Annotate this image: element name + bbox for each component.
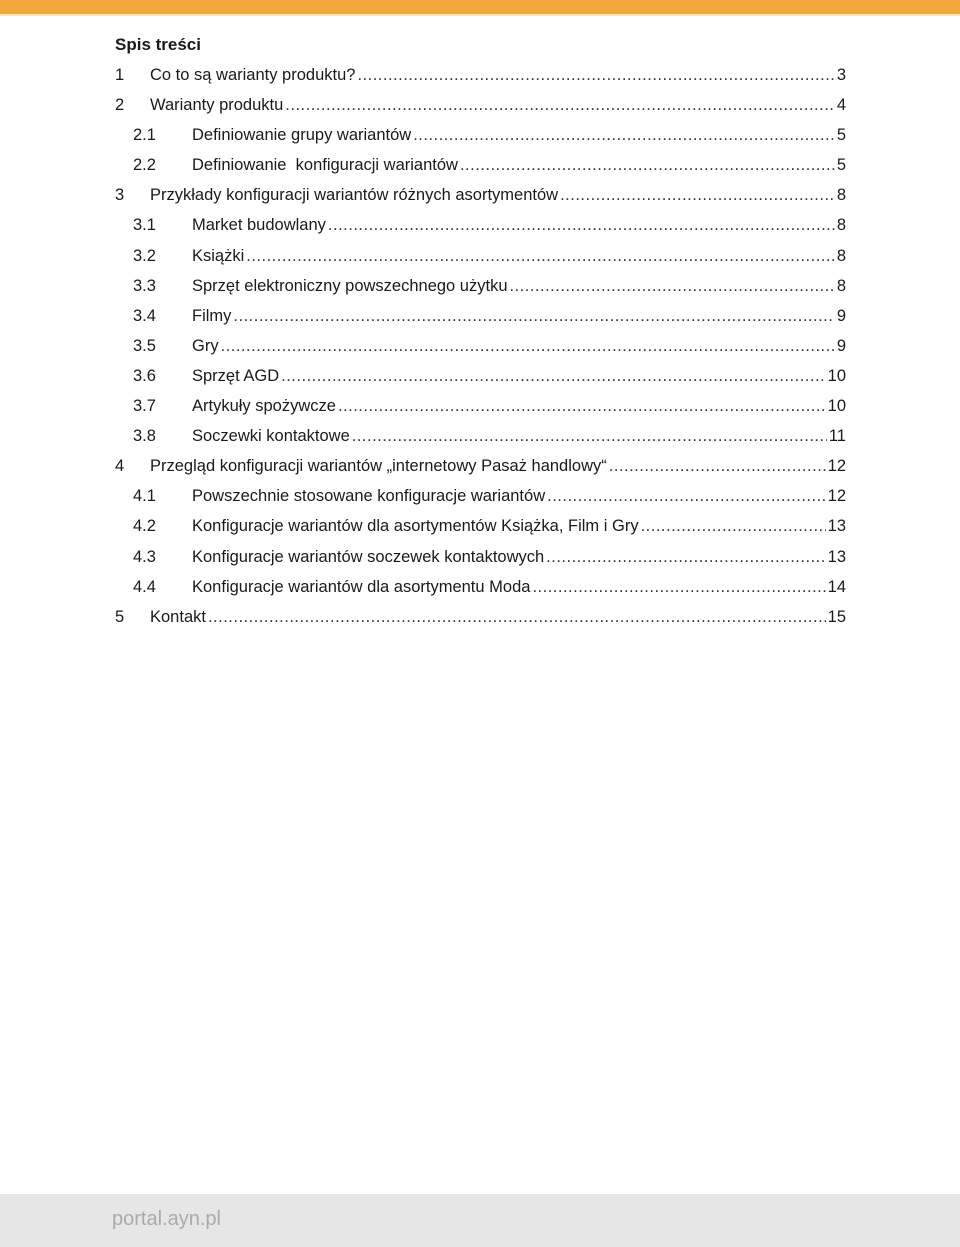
toc-entry[interactable] xyxy=(115,451,846,481)
toc-entry-title: Sprzęt AGD xyxy=(192,366,280,385)
toc-entry[interactable] xyxy=(115,301,846,331)
toc-leader-dots xyxy=(413,120,835,150)
toc-leader-dots xyxy=(352,421,827,451)
toc-leader-dots xyxy=(281,361,826,391)
toc-entry[interactable] xyxy=(115,120,846,150)
toc-entry[interactable] xyxy=(115,421,846,451)
toc-entry-title: Definiowanie grupy wariantów xyxy=(192,126,412,145)
toc-entry-number: 4.3 xyxy=(133,547,156,566)
toc-entry[interactable] xyxy=(115,511,846,541)
toc-entry[interactable] xyxy=(115,241,846,271)
toc-entry-number: 3.1 xyxy=(133,216,156,235)
toc-entry-number: 3.6 xyxy=(133,366,156,385)
toc-entry-title: Konfiguracje wariantów dla asortymentów Książka, Film i Gry xyxy=(192,517,639,536)
toc-entry-page: 5 xyxy=(836,126,846,145)
toc-entry[interactable] xyxy=(115,391,846,421)
toc-entry-number: 3.8 xyxy=(133,427,156,446)
toc-entry-number: 1 xyxy=(115,66,125,84)
toc-leader-dots xyxy=(246,241,835,271)
toc-entry-title: Definiowanie konfiguracji wariantów xyxy=(192,156,458,175)
toc-entry-number: 3.5 xyxy=(133,336,156,355)
toc-entry[interactable] xyxy=(115,271,846,301)
toc-entry-number: 4.2 xyxy=(133,517,156,536)
toc-entry-title: Co to są warianty produktu? xyxy=(150,66,356,84)
toc-entry-number: 3 xyxy=(115,186,125,205)
toc-entry-page: 10 xyxy=(827,397,846,416)
toc-entry-title: Sprzęt elektroniczny powszechnego użytku xyxy=(192,276,508,295)
toc-entry-page: 8 xyxy=(836,246,846,265)
toc-entry-page: 9 xyxy=(836,306,846,325)
toc-entry[interactable] xyxy=(115,90,846,120)
toc-entry[interactable] xyxy=(115,602,846,632)
toc-entry[interactable] xyxy=(115,210,846,240)
toc-leader-dots xyxy=(357,60,834,90)
toc-leader-dots xyxy=(285,90,835,120)
toc-entry-number: 3.7 xyxy=(133,397,156,416)
toc-entry-page: 12 xyxy=(827,457,846,476)
toc-entry-title: Konfiguracje wariantów soczewek kontaktowych xyxy=(192,547,545,566)
toc-entry-page: 8 xyxy=(836,216,846,235)
toc-leader-dots xyxy=(532,572,825,602)
toc-leader-dots xyxy=(233,301,834,331)
toc-entry-page: 14 xyxy=(827,577,846,596)
toc-leader-dots xyxy=(641,511,826,541)
toc-entry-number: 3.4 xyxy=(133,306,156,325)
toc-leader-dots xyxy=(221,331,835,361)
toc-entry-page: 12 xyxy=(827,487,846,506)
toc-entry-title: Przykłady konfiguracji wariantów różnych asortymentów xyxy=(150,186,559,205)
toc-entry-page: 11 xyxy=(828,427,846,446)
toc-entry-number: 3.2 xyxy=(133,246,156,265)
toc-entry-page: 3 xyxy=(836,66,846,84)
toc-entry[interactable] xyxy=(115,572,846,602)
toc-entry-number: 2.1 xyxy=(133,126,156,145)
toc-entry[interactable] xyxy=(115,331,846,361)
toc-entry-number: 2 xyxy=(115,96,125,115)
toc-entry-title: Soczewki kontaktowe xyxy=(192,427,350,446)
toc-entry-title: Powszechnie stosowane konfiguracje wariantów xyxy=(192,487,546,506)
toc-leader-dots xyxy=(609,451,826,481)
toc-entry[interactable] xyxy=(115,150,846,180)
toc-entry[interactable] xyxy=(115,361,846,391)
footer-site-url[interactable]: portal.ayn.pl xyxy=(112,1208,221,1230)
toc-entry-title: Warianty produktu xyxy=(150,96,284,115)
toc-entry-title: Kontakt xyxy=(150,607,206,626)
toc-entry-number: 2.2 xyxy=(133,156,156,175)
toc-entry-page: 9 xyxy=(836,336,846,355)
toc-leader-dots xyxy=(338,391,826,421)
toc-leader-dots xyxy=(547,481,826,511)
toc-entry-title: Artykuły spożywcze xyxy=(192,397,336,416)
toc-list xyxy=(115,60,846,632)
toc-entry-number: 4 xyxy=(115,457,125,476)
toc-entry-title: Konfiguracje wariantów dla asortymentu Moda xyxy=(192,577,531,596)
toc-entry-page: 4 xyxy=(836,96,846,115)
toc-entry-page: 10 xyxy=(827,366,846,385)
table-of-contents xyxy=(115,32,846,632)
toc-entry-number: 5 xyxy=(115,607,125,626)
toc-leader-dots xyxy=(510,271,835,301)
toc-entry[interactable] xyxy=(115,180,846,210)
toc-entry-number: 4.4 xyxy=(133,577,156,596)
toc-entry-title: Przegląd konfiguracji wariantów „internetowy Pasaż handlowy“ xyxy=(150,457,607,476)
toc-leader-dots xyxy=(328,210,835,240)
toc-entry-title: Gry xyxy=(192,336,219,355)
toc-leader-dots xyxy=(546,542,825,572)
toc-entry-page: 5 xyxy=(836,156,846,175)
toc-entry[interactable] xyxy=(115,60,846,90)
toc-entry-page: 15 xyxy=(827,607,846,626)
toc-entry-title: Market budowlany xyxy=(192,216,326,235)
toc-entry-title: Książki xyxy=(192,246,245,265)
toc-entry-page: 8 xyxy=(836,276,846,295)
toc-leader-dots xyxy=(560,180,835,210)
toc-leader-dots xyxy=(208,602,826,632)
toc-entry-number: 3.3 xyxy=(133,276,156,295)
toc-entry-page: 8 xyxy=(836,186,846,205)
header-accent-bar xyxy=(0,0,960,14)
toc-entry-number: 4.1 xyxy=(133,487,156,506)
toc-entry[interactable] xyxy=(115,542,846,572)
toc-entry-page: 13 xyxy=(827,517,846,536)
toc-leader-dots xyxy=(460,150,835,180)
toc-title: Spis treści xyxy=(115,35,201,54)
toc-entry-title: Filmy xyxy=(192,306,232,325)
toc-entry-page: 13 xyxy=(827,547,846,566)
toc-entry[interactable] xyxy=(115,481,846,511)
